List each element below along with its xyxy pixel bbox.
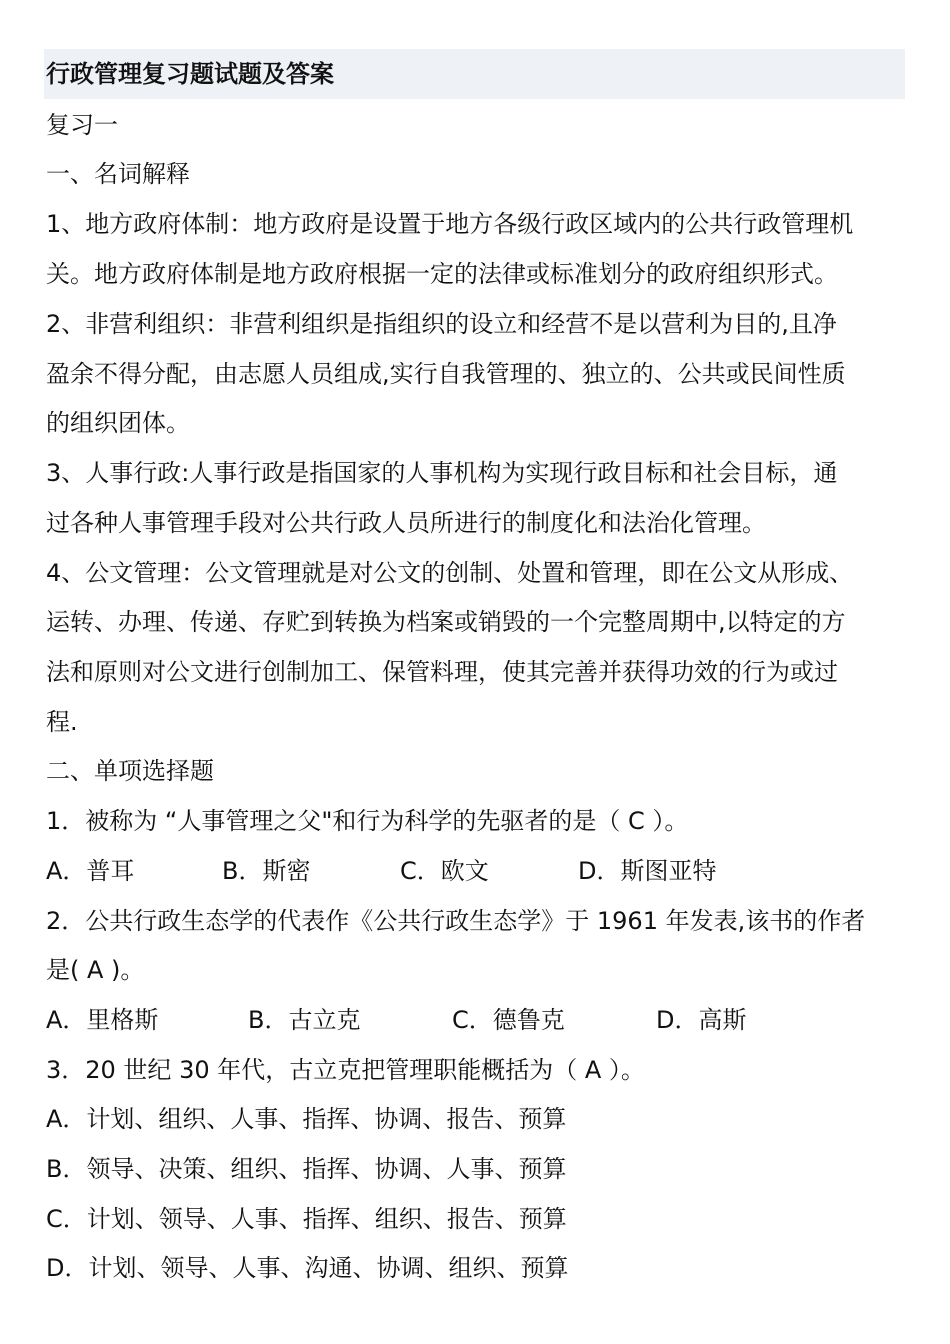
term-line: 关。地方政府体制是地方政府根据一定的法律或标准划分的政府组织形式。 xyxy=(46,260,838,288)
option-d: D．计划、领导、人事、沟通、协调、组织、预算 xyxy=(46,1254,569,1282)
question-stem: 2．公共行政生态学的代表作《公共行政生态学》于 1961 年发表,该书的作者 xyxy=(46,907,866,935)
option-d: D．高斯 xyxy=(656,1006,747,1034)
document-title: 行政管理复习题试题及答案 xyxy=(46,60,334,88)
part1-heading: 一、名词解释 xyxy=(46,160,190,188)
part2-heading: 二、单项选择题 xyxy=(46,757,214,785)
question-stem: 1．被称为 “人事管理之父"和行为科学的先驱者的是（ C ）。 xyxy=(46,807,689,835)
term-line: 2、非营利组织：非营利组织是指组织的设立和经营不是以营利为目的,且净 xyxy=(46,310,837,338)
option-b: B．领导、决策、组织、指挥、协调、人事、预算 xyxy=(46,1155,567,1183)
option-d: D．斯图亚特 xyxy=(578,857,717,885)
question-options-row xyxy=(46,855,906,887)
term-line: 的组织团体。 xyxy=(46,409,190,437)
option-a: A．计划、组织、人事、指挥、协调、报告、预算 xyxy=(46,1105,567,1133)
option-c: C．德鲁克 xyxy=(452,1006,565,1034)
question-stem: 3．20 世纪 30 年代，古立克把管理职能概括为（ A ）。 xyxy=(46,1056,645,1084)
term-line: 4、公文管理：公文管理就是对公文的创制、处置和管理，即在公文从形成、 xyxy=(46,559,854,587)
question-stem: 是( A )。 xyxy=(46,956,145,984)
option-c: C．欧文 xyxy=(400,857,489,885)
term-line: 1、地方政府体制：地方政府是设置于地方各级行政区域内的公共行政管理机 xyxy=(46,210,854,238)
term-line: 3、人事行政:人事行政是指国家的人事机构为实现行政目标和社会目标，通 xyxy=(46,459,838,487)
option-a: A．里格斯 xyxy=(46,1006,159,1034)
section-review: 复习一 xyxy=(46,111,118,139)
option-c: C．计划、领导、人事、指挥、组织、报告、预算 xyxy=(46,1205,567,1233)
option-b: B．斯密 xyxy=(222,857,311,885)
term-line: 法和原则对公文进行创制加工、保管料理，使其完善并获得功效的行为或过 xyxy=(46,658,838,686)
term-line: 程. xyxy=(46,708,78,736)
term-line: 过各种人事管理手段对公共行政人员所进行的制度化和法治化管理。 xyxy=(46,509,766,537)
option-b: B．古立克 xyxy=(248,1006,361,1034)
question-options-row xyxy=(46,1004,906,1036)
term-line: 运转、办理、传递、存贮到转换为档案或销毁的一个完整周期中,以特定的方 xyxy=(46,608,846,636)
option-a: A．普耳 xyxy=(46,857,135,885)
term-line: 盈余不得分配，由志愿人员组成,实行自我管理的、独立的、公共或民间性质 xyxy=(46,360,846,388)
